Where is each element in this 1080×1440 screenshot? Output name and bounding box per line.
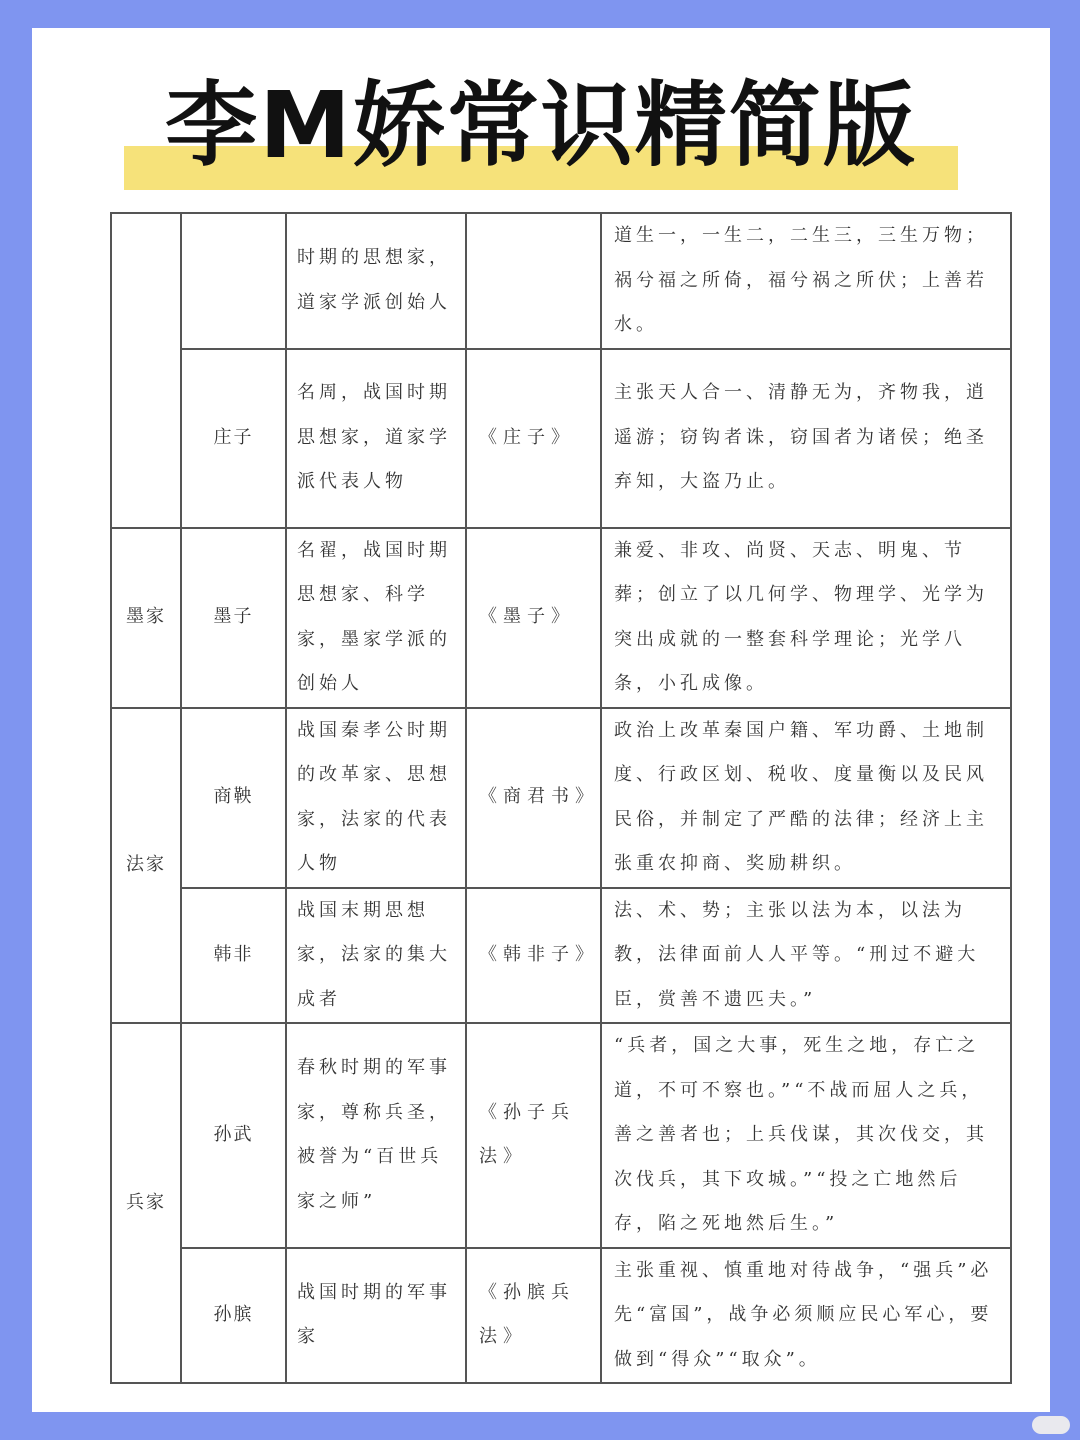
- watermark-icon: [1032, 1416, 1070, 1434]
- bio-cell: 战国末期思想家，法家的集大成者: [286, 888, 466, 1024]
- book-cell: 《商君书》: [466, 708, 601, 888]
- desc-cell: 道生一，一生二，二生三，三生万物；祸兮福之所倚，福兮祸之所伏；上善若水。: [601, 213, 1011, 349]
- name-cell: 孙膑: [181, 1248, 286, 1384]
- title-area: [32, 66, 1050, 196]
- school-cell: [111, 213, 181, 528]
- page-title: 李M娇常识精简版: [165, 72, 917, 179]
- name-cell: 孙武: [181, 1023, 286, 1248]
- bio-cell: 战国时期的军事家: [286, 1248, 466, 1384]
- table-row: [111, 349, 1011, 528]
- bio-cell: 春秋时期的军事家，尊称兵圣，被誉为“百世兵家之师”: [286, 1023, 466, 1248]
- name-cell: 商鞅: [181, 708, 286, 888]
- table-row: [111, 528, 1011, 708]
- bio-cell: 名周，战国时期思想家，道家学派代表人物: [286, 349, 466, 528]
- book-cell: 《孙子兵法》: [466, 1023, 601, 1248]
- name-cell: [181, 213, 286, 349]
- desc-cell: “兵者，国之大事，死生之地，存亡之道，不可不察也。”“不战而屈人之兵，善之善者也；上兵伐谋，其次伐交，其次伐兵，其下攻城。”“投之亡地然后存，陷之死地然后生。”: [601, 1023, 1011, 1248]
- bio-cell: 战国秦孝公时期的改革家、思想家，法家的代表人物: [286, 708, 466, 888]
- desc-cell: 主张天人合一、清静无为，齐物我，逍遥游；窃钩者诛，窃国者为诸侯；绝圣弃知，大盗乃止。: [601, 349, 1011, 528]
- table-row: [111, 1023, 1011, 1248]
- table-row: [111, 708, 1011, 888]
- name-cell: 韩非: [181, 888, 286, 1024]
- desc-cell: 法、术、势；主张以法为本，以法为教，法律面前人人平等。“刑过不避大臣，赏善不遗匹夫。”: [601, 888, 1011, 1024]
- name-cell: 墨子: [181, 528, 286, 708]
- book-cell: [466, 213, 601, 349]
- school-cell: 法家: [111, 708, 181, 1024]
- book-cell: 《韩非子》: [466, 888, 601, 1024]
- book-cell: 《墨子》: [466, 528, 601, 708]
- desc-cell: 兼爱、非攻、尚贤、天志、明鬼、节葬；创立了以几何学、物理学、光学为突出成就的一整套科学理论；光学八条，小孔成像。: [601, 528, 1011, 708]
- content-card: [32, 28, 1050, 1412]
- desc-cell: 政治上改革秦国户籍、军功爵、土地制度、行政区划、税收、度量衡以及民风民俗，并制定了严酷的法律；经济上主张重农抑商、奖励耕织。: [601, 708, 1011, 888]
- bio-cell: 名翟，战国时期思想家、科学家，墨家学派的创始人: [286, 528, 466, 708]
- desc-cell: 主张重视、慎重地对待战争，“强兵”必先“富国”，战争必须顺应民心军心，要做到“得众”“取众”。: [601, 1248, 1011, 1384]
- table-row: [111, 888, 1011, 1024]
- book-cell: 《孙膑兵法》: [466, 1248, 601, 1384]
- table-row: [111, 213, 1011, 349]
- book-cell: 《庄子》: [466, 349, 601, 528]
- school-cell: 兵家: [111, 1023, 181, 1383]
- school-cell: 墨家: [111, 528, 181, 708]
- table-row: [111, 1248, 1011, 1384]
- bio-cell: 时期的思想家，道家学派创始人: [286, 213, 466, 349]
- thinkers-table: [110, 212, 1012, 1384]
- name-cell: 庄子: [181, 349, 286, 528]
